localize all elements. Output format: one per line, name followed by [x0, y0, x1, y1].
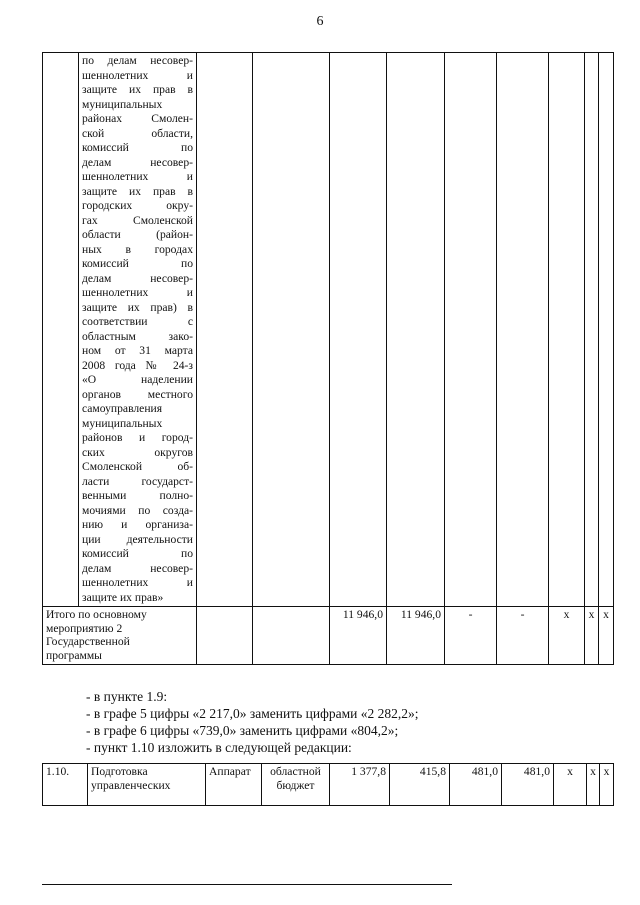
cell-empty: [197, 53, 253, 607]
continuation-line: делам несовер-: [82, 155, 193, 169]
amendment-instructions: [86, 688, 418, 756]
cell-empty: [387, 53, 445, 607]
continuation-line: 2008 года № 24-з: [82, 358, 193, 372]
continuation-line: городских окру-: [82, 199, 193, 212]
continuation-line: шеннолетних и: [82, 68, 193, 82]
cell-empty: [253, 607, 330, 665]
item-indicator-x1: х: [554, 764, 587, 806]
continuation-line: ции деятельности: [82, 532, 193, 546]
indicator-x1: х: [549, 607, 585, 665]
continuation-line: ской области,: [82, 126, 193, 140]
continuation-line: районах Смолен-: [82, 112, 193, 125]
continuation-line: самоуправления: [82, 402, 163, 415]
cell-empty: [549, 53, 585, 607]
continuation-line: области (район-: [82, 228, 193, 241]
continuation-line: ласти государст-: [82, 474, 193, 488]
continuation-line: соответствии с: [82, 315, 193, 328]
item-executor: Аппарат: [206, 764, 262, 806]
cell-empty: [253, 53, 330, 607]
table-row-1-10: [43, 764, 614, 806]
cell-empty: [445, 53, 497, 607]
continuation-line: районов и город-: [82, 431, 193, 444]
continuation-line: делам несовер-: [82, 271, 193, 285]
continuation-line: «О наделении: [82, 373, 193, 386]
cell-empty: [497, 53, 549, 607]
cell-empty: [330, 53, 387, 607]
continuation-line: по делам несовер-: [82, 54, 193, 67]
item-indicator-x3: х: [600, 764, 614, 806]
page-number: 6: [316, 14, 324, 29]
program-table-item-1-10: [42, 763, 614, 806]
continuation-line: ном от 31 марта: [82, 344, 193, 357]
total-row-label: Итого по основному мероприятию 2 Государственной программы: [43, 607, 197, 665]
instruction-line: - пункт 1.10 изложить в следующей редакции:: [86, 740, 352, 755]
continuation-line: муниципальных: [82, 97, 163, 111]
program-table-continuation: [42, 52, 614, 665]
indicator-x3: х: [599, 607, 614, 665]
cell-continuation-description: [79, 53, 197, 607]
continuation-line: мочиями по созда-: [82, 503, 193, 517]
indicator-x2: х: [585, 607, 599, 665]
continuation-line: ных в городах: [82, 242, 193, 256]
item-year3-amount: 481,0: [502, 764, 554, 806]
continuation-line: ских округов: [82, 445, 193, 459]
cell-number-empty: [43, 53, 79, 607]
continuation-line: венными полно-: [82, 489, 193, 502]
continuation-line: делам несовер-: [82, 561, 193, 575]
continuation-line: защите их прав в: [82, 184, 193, 198]
continuation-description: [79, 53, 196, 606]
continuation-line: шеннолетних и: [82, 286, 193, 299]
item-year2-amount: 481,0: [450, 764, 502, 806]
total-amount: 11 946,0: [330, 607, 387, 665]
continuation-line: областным зако-: [82, 329, 193, 343]
continuation-line: гах Смоленской: [82, 213, 193, 227]
instruction-line: - в графе 5 цифры «2 217,0» заменить цифрами «2 282,2»;: [86, 706, 419, 721]
continuation-line: комиссий по: [82, 547, 193, 560]
instruction-line: - в пункте 1.9:: [86, 689, 168, 704]
continuation-line: Смоленской об-: [82, 460, 193, 473]
continuation-line: шеннолетних и: [82, 170, 193, 183]
item-total-amount: 1 377,8: [330, 764, 390, 806]
year3-amount: -: [497, 607, 549, 665]
continuation-line: комиссий по: [82, 141, 193, 154]
continuation-line: комиссий по: [82, 257, 193, 270]
continuation-line: органов местного: [82, 387, 193, 401]
continuation-line: защите их прав»: [82, 590, 164, 604]
continuation-line: нию и организа-: [82, 518, 193, 531]
instruction-line: - в графе 6 цифры «739,0» заменить цифрами «804,2»;: [86, 723, 399, 738]
continuation-line: шеннолетних и: [82, 576, 193, 589]
item-funding-source: областной бюджет: [262, 764, 330, 806]
item-name: Подготовка управленческих: [88, 764, 206, 806]
cell-empty: [585, 53, 599, 607]
item-indicator-x2: х: [587, 764, 600, 806]
continuation-line: защите их прав) в: [82, 300, 193, 314]
continuation-line: защите их прав в: [82, 83, 193, 96]
item-number: 1.10.: [43, 764, 88, 806]
cell-empty: [599, 53, 614, 607]
item-year1-amount: 415,8: [390, 764, 450, 806]
cell-empty: [197, 607, 253, 665]
table-row-continuation: [43, 53, 614, 607]
continuation-line: муниципальных: [82, 416, 163, 430]
table-row-total: [43, 607, 614, 665]
year2-amount: -: [445, 607, 497, 665]
year1-amount: 11 946,0: [387, 607, 445, 665]
footer-rule: [42, 884, 452, 885]
